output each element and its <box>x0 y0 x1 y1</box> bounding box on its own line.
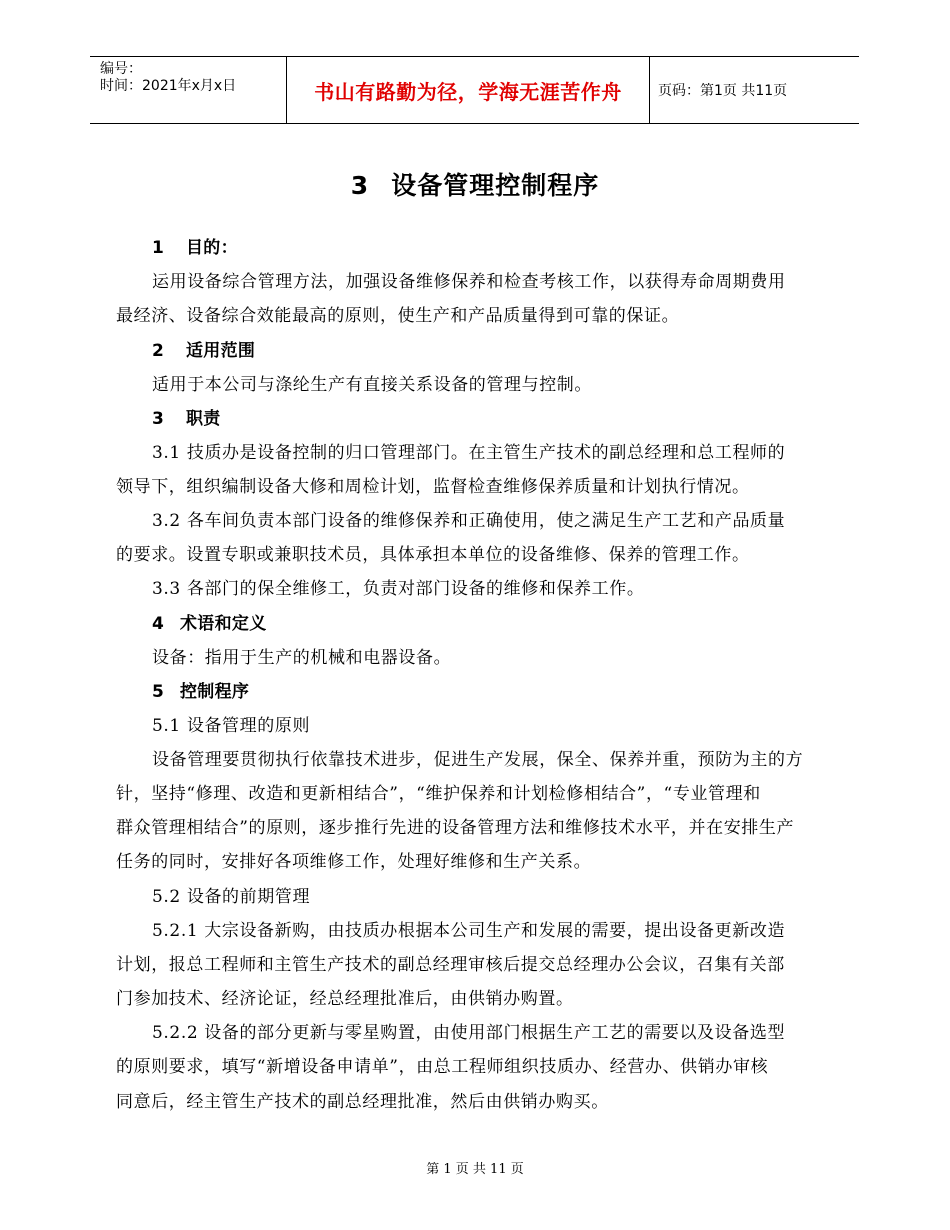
document-number-label: 编号： <box>100 61 142 77</box>
page-footer: 第 1 页 共 11 页 <box>426 1162 524 1177</box>
paragraph-line: 同意后，经主管生产技术的副总经理批准，然后由供销办购买。 <box>116 1092 609 1112</box>
paragraph-line: 任务的同时，安排好各项维修工作，处理好维修和生产关系。 <box>116 852 592 872</box>
paragraph-line: 3.1 技质办是设备控制的归口管理部门。在主管生产技术的副总经理和总工程师的 <box>152 443 786 463</box>
paragraph-line: 适用于本公司与涤纶生产有直接关系设备的管理与控制。 <box>152 375 592 395</box>
title-number: 3 <box>350 171 370 200</box>
header-motto: 书山有路勤为径，学海无涯苦作舟 <box>314 79 622 104</box>
paragraph-line: 3.2 各车间负责本部门设备的维修保养和正确使用，使之满足生产工艺和产品质量 <box>152 511 786 531</box>
paragraph-line: 最经济、设备综合效能最高的原则，使生产和产品质量得到可靠的保证。 <box>116 306 680 326</box>
subsection-heading: 5.1 设备管理的原则 <box>152 716 311 736</box>
section-heading-responsibility <box>152 408 221 430</box>
header-page-info: 页码：第1页 共11页 <box>658 83 788 99</box>
paragraph-line: 群众管理相结合”的原则，逐步推行先进的设备管理方法和维修技术水平，并在安排生产 <box>116 818 795 838</box>
paragraph-line: 的原则要求，填写“新增设备申请单”，由总工程师组织技质办、经营办、供销办审核 <box>116 1057 769 1077</box>
paragraph-line: 针，坚持“修理、改造和更新相结合”，“维护保养和计划检修相结合”，“专业管理和 <box>116 784 761 804</box>
section-heading-scope <box>152 340 255 362</box>
paragraph-line: 领导下，组织编制设备大修和周检计划，监督检查维修保养质量和计划执行情况。 <box>116 477 750 497</box>
paragraph-line: 设备：指用于生产的机械和电器设备。 <box>152 648 452 668</box>
title-text: 设备管理控制程序 <box>391 171 600 200</box>
paragraph-line: 3.3 各部门的保全维修工，负责对部门设备的维修和保养工作。 <box>152 579 645 599</box>
paragraph-line: 设备管理要贯彻执行依靠技术进步，促进生产发展，保全、保养并重，预防为主的方 <box>152 750 804 770</box>
section-heading-terms <box>152 613 267 635</box>
paragraph-line: 的要求。设置专职或兼职技术员，具体承担本单位的设备维修、保养的管理工作。 <box>116 545 750 565</box>
paragraph-line: 5.2.2 设备的部分更新与零星购置，由使用部门根据生产工艺的需要以及设备选型 <box>152 1023 786 1043</box>
heading-text: 目的： <box>186 238 238 258</box>
paragraph-line: 计划，报总工程师和主管生产技术的副总经理审核后提交总经理办公会议，召集有关部 <box>116 955 785 975</box>
heading-text: 适用范围 <box>186 341 256 361</box>
heading-number: 4 <box>152 614 165 634</box>
heading-text: 术语和定义 <box>180 614 267 634</box>
heading-number: 5 <box>152 682 165 702</box>
document-time: 时间：2021年x月x日 <box>100 78 237 94</box>
section-heading-control <box>152 681 249 703</box>
paragraph-line: 运用设备综合管理方法，加强设备维修保养和检查考核工作，以获得寿命周期费用 <box>152 272 786 292</box>
heading-text: 控制程序 <box>180 682 250 702</box>
heading-number: 2 <box>152 341 165 361</box>
subsection-heading: 5.2 设备的前期管理 <box>152 887 311 907</box>
document-header <box>90 56 859 124</box>
paragraph-line: 5.2.1 大宗设备新购，由技质办根据本公司生产和发展的需要，提出设备更新改造 <box>152 921 786 941</box>
heading-number: 3 <box>152 409 165 429</box>
heading-text: 职责 <box>186 409 221 429</box>
section-heading-purpose <box>152 237 238 259</box>
header-meta <box>100 61 286 95</box>
document-title <box>0 166 950 202</box>
paragraph-line: 门参加技术、经济论证，经总经理批准后，由供销办购置。 <box>116 989 574 1009</box>
header-divider <box>649 57 650 123</box>
heading-number: 1 <box>152 238 165 258</box>
